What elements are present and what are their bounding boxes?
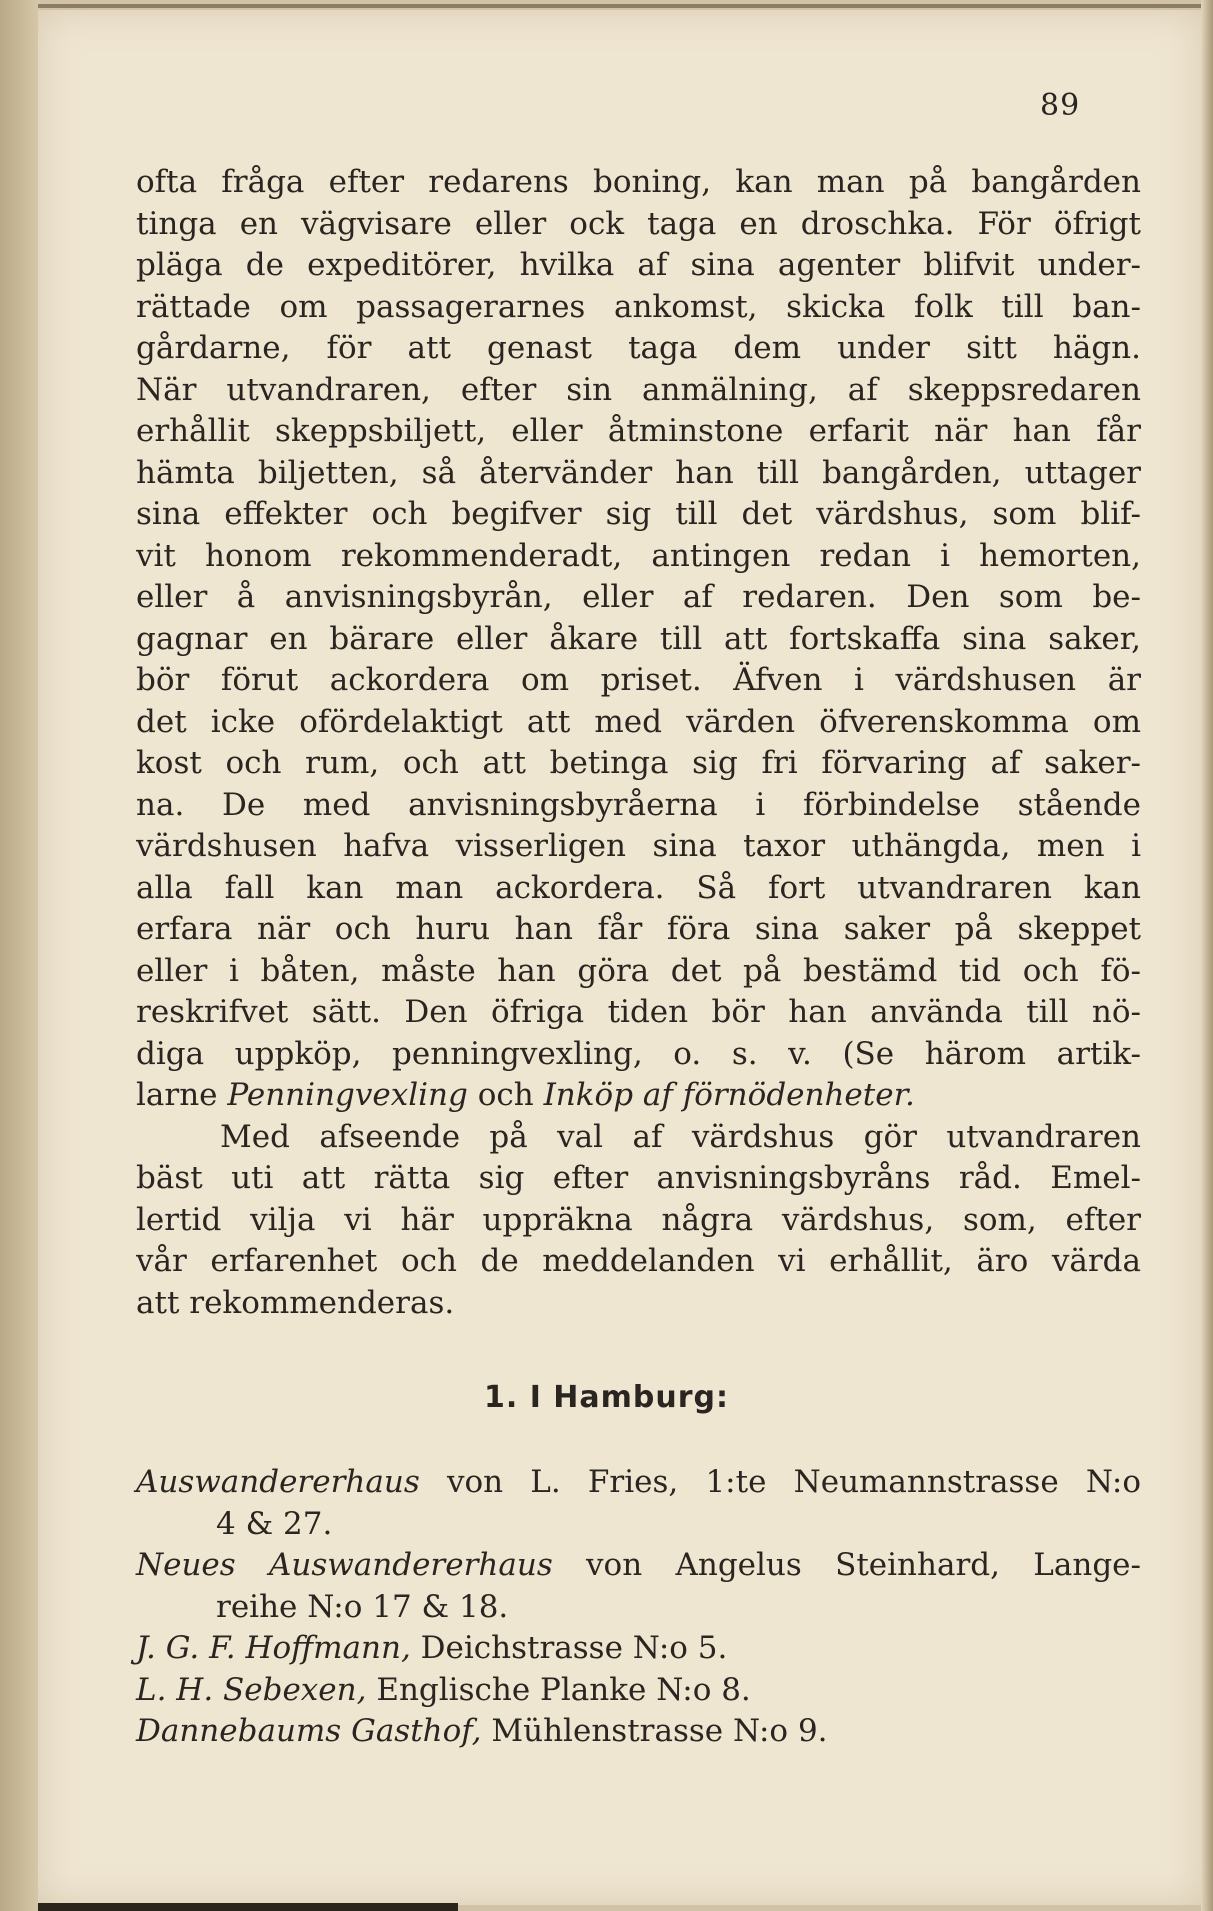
text-line: gårdarne, för att genast taga dem under sitt hägn. [136,330,1141,366]
text-line: lertid vilja vi här uppräkna några värdshus, som, efter [136,1201,1141,1238]
inn-entry [136,1628,1141,1670]
text-line: det icke ofördelaktigt att med värden öfverenskomma om [136,703,1141,740]
inn-entry-line [136,1711,1141,1753]
inn-address: von L. Fries, 1:te Neumannstrasse N:o [419,1464,1141,1500]
section-heading: 1. I Hamburg: [483,1380,730,1415]
text-line: alla fall kan man ackordera. Så fort utvandraren kan [136,869,1141,906]
text-line: När utvandraren, efter sin anmälning, af skeppsredaren [136,371,1141,408]
inn-entry [136,1545,1141,1628]
inn-address: Deichstrasse N:o 5. [410,1630,728,1666]
text-line: erfara när och huru han får föra sina saker på skeppet [136,911,1141,947]
text-line: gagnar en bärare eller åkare till att fortskaffa sina saker, [136,620,1141,657]
text-line: att rekommenderas. [136,1284,455,1321]
text-line: kost och rum, och att betinga sig fri förvaring af saker- [136,745,1141,781]
inn-name: Dannebaums Gasthof, [136,1713,482,1749]
inn-address-continuation: 4 & 27. [216,1505,333,1542]
article-term-2: Inköp af förnödenheter. [543,1077,915,1113]
articles-middle: och [477,1077,534,1113]
text-line: eller i båten, måste han göra det på bestämd tid och fö- [136,952,1141,989]
text-line: na. De med anvisningsbyråerna i förbindelse stående [136,786,1141,823]
text-line: sina effekter och begifver sig till det värdshus, som blif- [136,496,1141,532]
inn-name: Neues Auswandererhaus [136,1547,553,1583]
paragraph-2 [136,1117,1141,1325]
inn-address: von Angelus Steinhard, Lange- [552,1547,1141,1583]
body-text [136,162,1141,1324]
inn-address-continuation: reihe N:o 17 & 18. [216,1588,509,1625]
text-line: bäst uti att rätta sig efter anvisningsbyråns råd. Emel- [136,1160,1141,1196]
text-line: vit honom rekommenderadt, antingen redan i hemorten, [136,537,1141,574]
text-line: pläga de expeditörer, hvilka af sina agenter blifvit under- [136,247,1141,283]
inn-name: L. H. Sebexen, [136,1671,367,1708]
article-term-1: Penningvexling [227,1077,468,1113]
text-line: Med afseende på val af värdshus gör utvandraren [220,1118,1141,1155]
text-line: reskrifvet sätt. Den öfriga tiden bör han använda till nö- [136,994,1141,1030]
inn-address: Englische Planke N:o 8. [366,1671,751,1708]
text-line: vår erfarenhet och de meddelanden vi erhållit, äro värda [136,1243,1141,1279]
inn-entry [136,1462,1141,1545]
top-edge-rule [38,4,1202,8]
inn-entry [136,1670,1141,1712]
paragraph-1 [136,162,1141,1075]
bottom-edge-rule [38,1903,458,1911]
page-number: 89 [1040,88,1081,123]
inn-entry-line [136,1545,1141,1587]
inn-entry [136,1711,1141,1753]
text-line: erhållit skeppsbiljett, eller åtminstone erfarit när han får [136,413,1141,449]
inn-list [136,1462,1141,1753]
inn-name: J. G. F. Hoffmann, [136,1630,411,1666]
inn-name: Auswandererhaus [136,1464,420,1500]
inn-entry-line [136,1462,1141,1504]
text-line: diga uppköp, penningvexling, o. s. v. (Se härom artik- [136,1035,1141,1072]
text-line: tinga en vägvisare eller ock taga en droschka. För öfrigt [136,205,1141,242]
text-line: rättade om passagerarnes ankomst, skicka folk till ban- [136,288,1141,325]
text-line: ofta fråga efter redarens boning, kan man på bangården [136,164,1141,200]
book-gutter [0,0,40,1911]
text-line: hämta biljetten, så återvänder han till bangården, uttager [136,454,1141,491]
inn-entry-line [136,1670,1141,1712]
articles-prefix: larne [136,1077,218,1113]
text-line: värdshusen hafva visserligen sina taxor uthängda, men i [136,828,1141,864]
page-edge-right [1201,0,1213,1911]
inn-entry-line [136,1628,1141,1670]
inn-address: Mühlenstrasse N:o 9. [481,1713,828,1749]
text-line: eller å anvisningsbyrån, eller af redaren. Den som be- [136,579,1141,615]
text-line: bör förut ackordera om priset. Äfven i värdshusen är [136,662,1141,698]
articles-line [136,1075,1141,1117]
